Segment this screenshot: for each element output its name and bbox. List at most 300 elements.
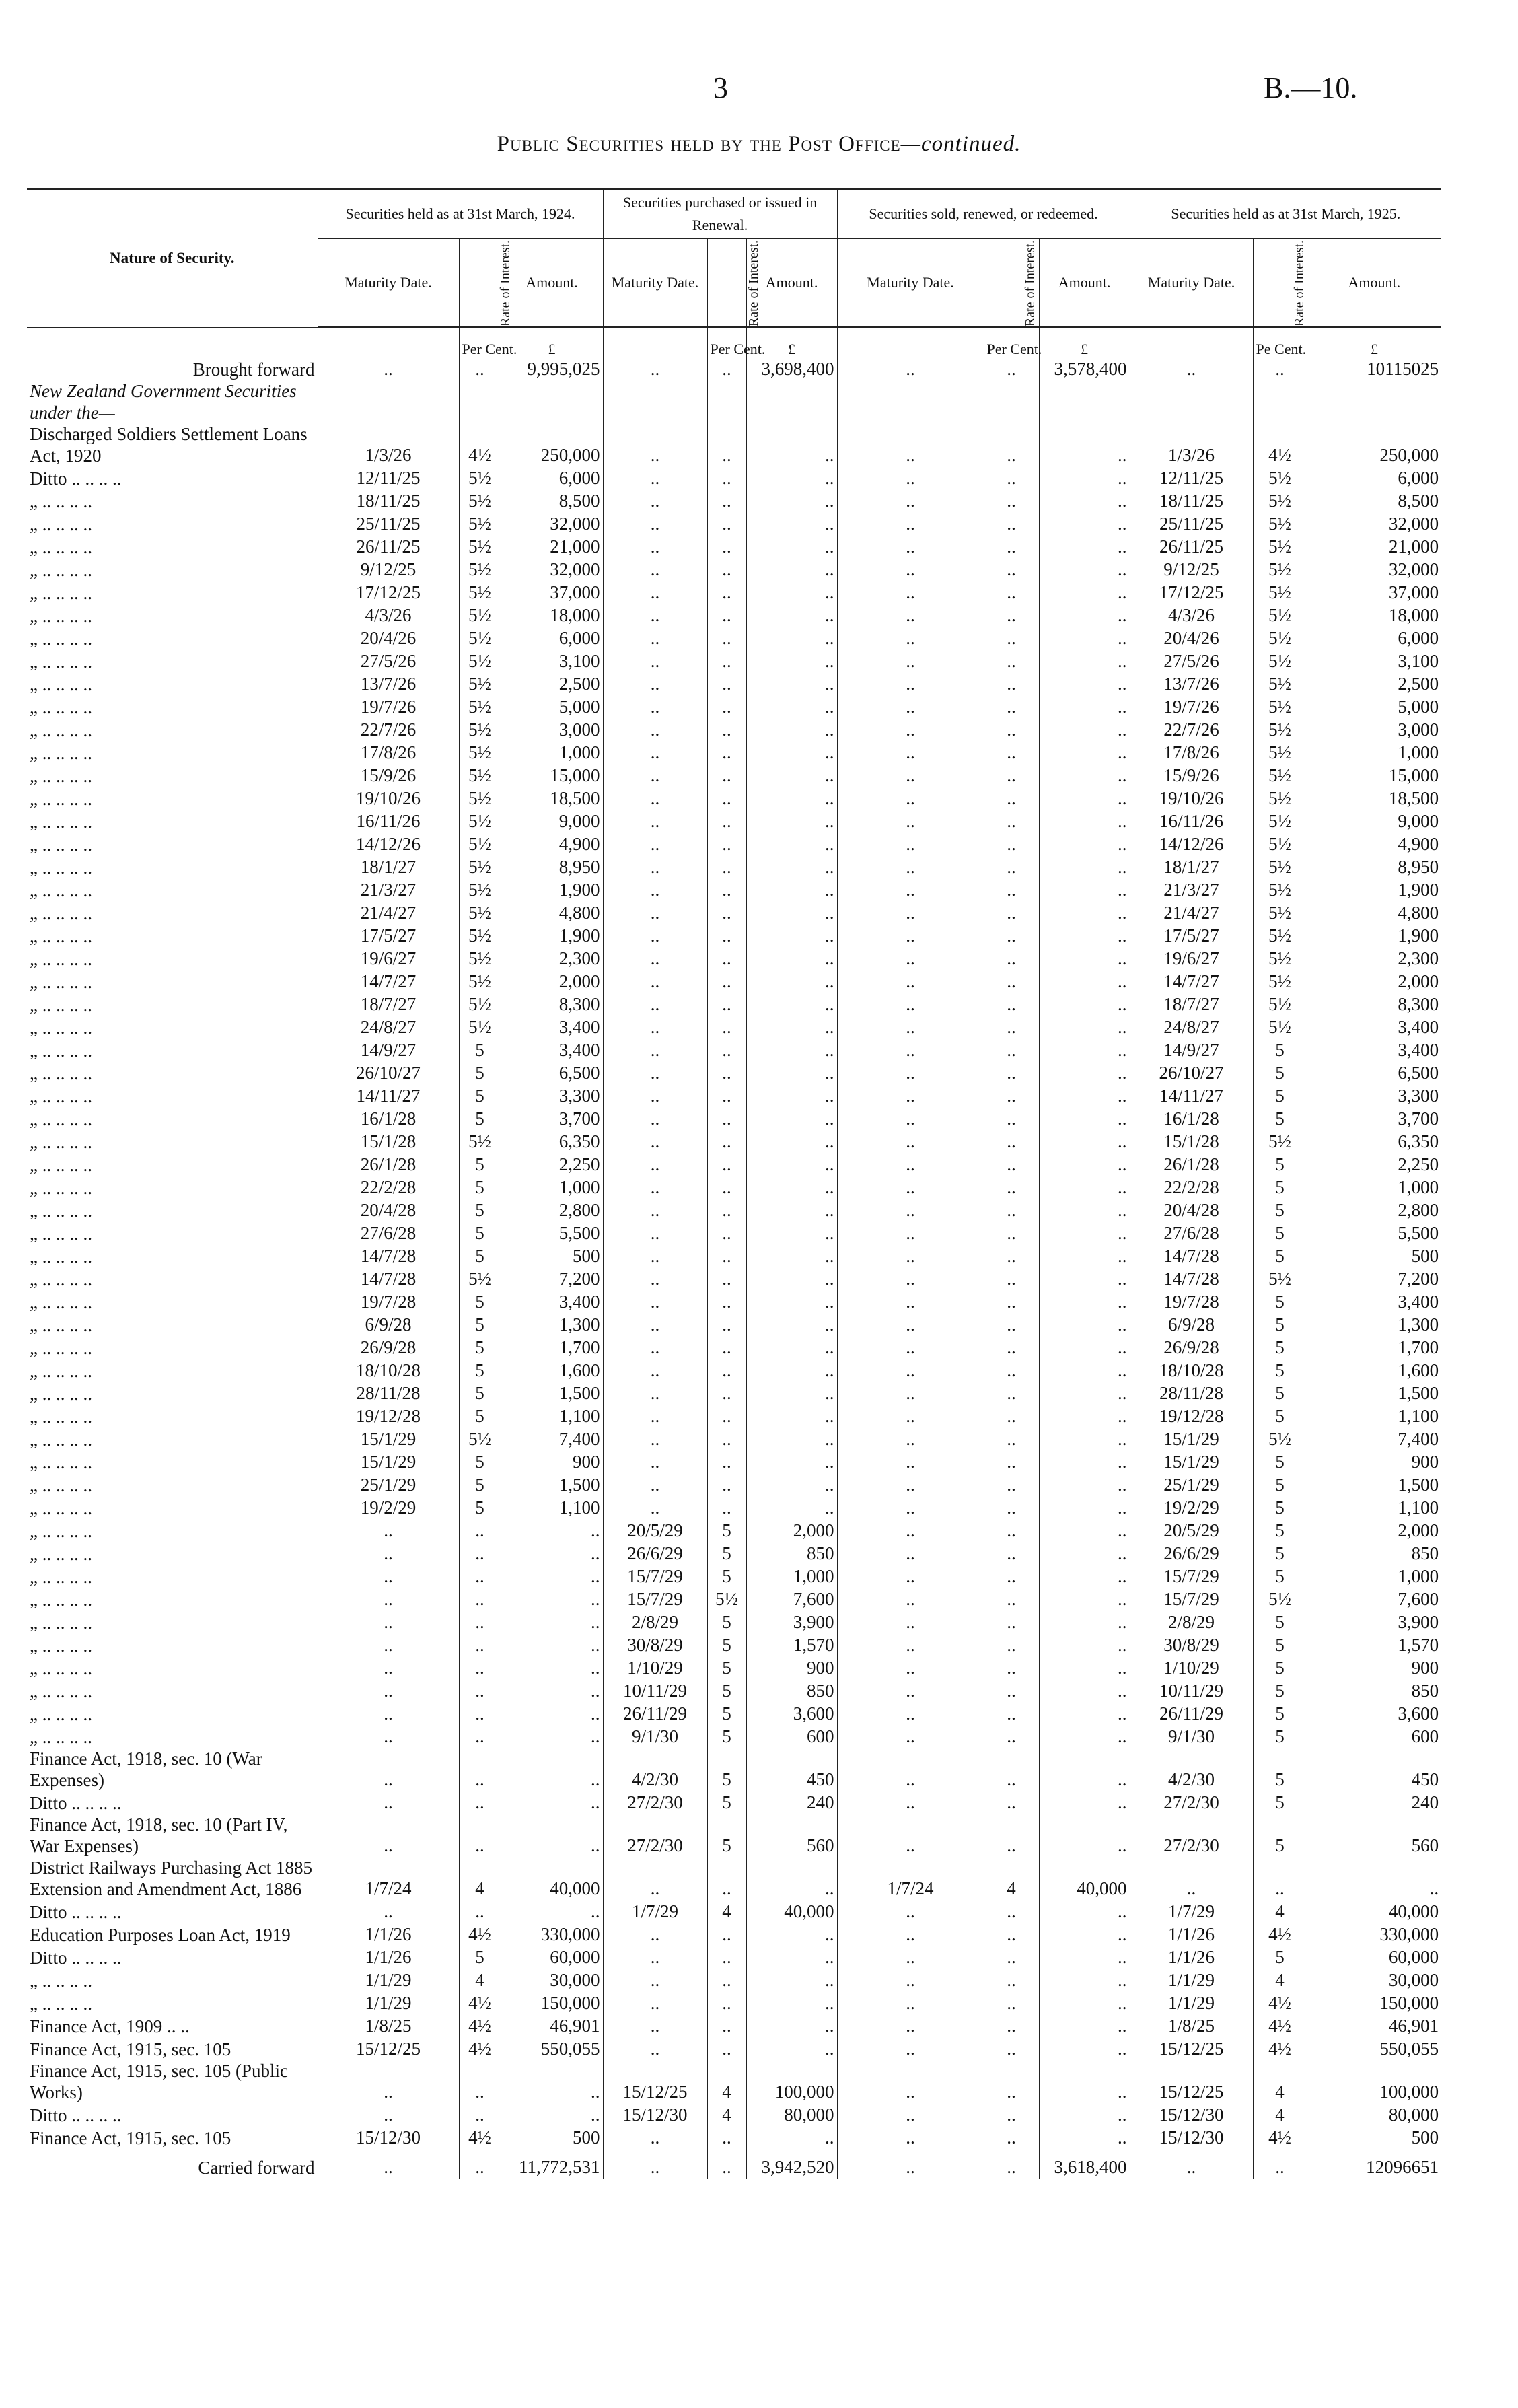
amount-cell: 4,800: [501, 901, 603, 924]
amount-cell: 3,942,520: [746, 2149, 837, 2179]
amount-cell: ..: [746, 466, 837, 489]
rate-cell: 5: [1253, 1336, 1307, 1359]
rate-cell: 4½: [1253, 423, 1307, 466]
rate-cell: 5: [1253, 1313, 1307, 1336]
rate-cell: ..: [707, 1359, 746, 1382]
amount-cell: 3,600: [746, 1702, 837, 1725]
rate-cell: ..: [984, 672, 1039, 695]
rate-cell: ..: [984, 1107, 1039, 1130]
amount-cell: 2,500: [1307, 672, 1441, 695]
rate-cell: 4½: [1253, 2126, 1307, 2149]
rate-cell: ..: [984, 627, 1039, 649]
table-row: [27, 1450, 1441, 1473]
table-row: [27, 1382, 1441, 1405]
amount-cell: ..: [501, 1656, 603, 1679]
rate-cell: ..: [984, 764, 1039, 787]
rate-cell: 5½: [1253, 1267, 1307, 1290]
maturity-date-cell: 26/10/27: [318, 1061, 459, 1084]
amount-cell: ..: [501, 1725, 603, 1748]
maturity-date-cell: 20/5/29: [1130, 1519, 1253, 1542]
table-row: [27, 1016, 1441, 1038]
rate-cell: 5½: [459, 924, 501, 947]
amount-cell: 1,700: [501, 1336, 603, 1359]
maturity-date-cell: 1/7/24: [318, 1857, 459, 1900]
table-row: [27, 764, 1441, 787]
rate-cell: 5½: [1253, 1427, 1307, 1450]
amount-cell: 60,000: [1307, 1946, 1441, 1969]
amount-cell: ..: [1039, 489, 1130, 512]
rate-cell: ..: [984, 535, 1039, 558]
maturity-date-cell: 14/9/27: [1130, 1038, 1253, 1061]
rate-cell: 5½: [1253, 558, 1307, 581]
rate-cell: ..: [984, 489, 1039, 512]
table-row: [27, 604, 1441, 627]
rate-cell: 4½: [459, 1991, 501, 2014]
maturity-date-cell: 17/12/25: [1130, 581, 1253, 604]
rate-cell: 5: [459, 1038, 501, 1061]
rate-cell: ..: [707, 1405, 746, 1427]
maturity-date-cell: 10/11/29: [1130, 1679, 1253, 1702]
maturity-date-cell: ..: [837, 1725, 984, 1748]
rate-header: Rate of Interest.: [984, 239, 1039, 328]
maturity-date-cell: 2/8/29: [603, 1610, 707, 1633]
rate-cell: 5½: [459, 649, 501, 672]
securities-table: [27, 188, 1441, 2179]
amount-cell: 1,900: [1307, 878, 1441, 901]
maturity-date-cell: 15/12/30: [603, 2103, 707, 2126]
rate-cell: ..: [707, 512, 746, 535]
rate-cell: 5: [459, 1221, 501, 1244]
maturity-date-cell: ..: [603, 2149, 707, 2179]
maturity-date-cell: ..: [837, 1900, 984, 1923]
rate-cell: 5½: [1253, 512, 1307, 535]
security-name: Finance Act, 1915, sec. 105: [30, 2128, 231, 2148]
maturity-date-cell: ..: [837, 558, 984, 581]
amount-cell: 1,300: [1307, 1313, 1441, 1336]
amount-cell: ..: [501, 1588, 603, 1610]
table-row: [27, 1313, 1441, 1336]
table-row: [27, 1791, 1441, 1814]
table-row: [27, 1969, 1441, 1991]
table-row: [27, 1725, 1441, 1748]
security-name: Finance Act, 1915, sec. 105 (Public Works): [30, 2061, 288, 2102]
rate-cell: ..: [984, 695, 1039, 718]
amount-cell: ..: [746, 672, 837, 695]
amount-cell: ..: [1039, 1923, 1130, 1946]
amount-cell: ..: [746, 604, 837, 627]
security-name: „ .. .. .. ..: [30, 514, 92, 534]
maturity-date-cell: ..: [603, 1857, 707, 1900]
amount-cell: 9,995,025: [501, 357, 603, 380]
maturity-date-cell: 4/3/26: [1130, 604, 1253, 627]
maturity-date-cell: ..: [837, 1016, 984, 1038]
rate-cell: ..: [984, 1633, 1039, 1656]
rate-cell: 5: [1253, 1153, 1307, 1176]
rate-cell: ..: [984, 1427, 1039, 1450]
amount-cell: 850: [1307, 1542, 1441, 1565]
maturity-date-cell: ..: [837, 1450, 984, 1473]
rate-cell: ..: [707, 1946, 746, 1969]
amount-cell: ..: [746, 1427, 837, 1450]
rate-cell: ..: [459, 2149, 501, 2179]
rate-cell: ..: [984, 1900, 1039, 1923]
security-name: „ .. .. .. ..: [30, 903, 92, 923]
maturity-date-cell: 26/11/29: [1130, 1702, 1253, 1725]
amount-cell: ..: [1039, 1969, 1130, 1991]
maturity-date-cell: ..: [318, 1633, 459, 1656]
group-held-1925-header: Securities held as at 31st March, 1925.: [1130, 189, 1441, 239]
rate-cell: 4½: [459, 1923, 501, 1946]
maturity-date-cell: 19/7/28: [1130, 1290, 1253, 1313]
maturity-date-cell: 2/8/29: [1130, 1610, 1253, 1633]
rate-cell: 5½: [459, 970, 501, 993]
amount-cell: ..: [501, 1900, 603, 1923]
rate-cell: 5½: [1253, 1588, 1307, 1610]
table-row: [27, 1427, 1441, 1450]
rate-cell: ..: [984, 1725, 1039, 1748]
rate-cell: [1253, 380, 1307, 423]
security-name: „ .. .. .. ..: [30, 1315, 92, 1335]
maturity-date-cell: ..: [603, 1244, 707, 1267]
maturity-date-cell: 17/5/27: [1130, 924, 1253, 947]
rate-cell: 5½: [459, 558, 501, 581]
maturity-date-cell: ..: [837, 1382, 984, 1405]
amount-cell: 3,000: [1307, 718, 1441, 741]
maturity-date-cell: ..: [837, 672, 984, 695]
security-name: „ .. .. .. ..: [30, 606, 92, 626]
rate-cell: 4: [459, 1969, 501, 1991]
maturity-date-cell: 18/1/27: [318, 855, 459, 878]
rate-cell: ..: [707, 1496, 746, 1519]
maturity-date-cell: 24/8/27: [1130, 1016, 1253, 1038]
amount-cell: 30,000: [1307, 1969, 1441, 1991]
rate-cell: 5: [459, 1336, 501, 1359]
table-row: [27, 924, 1441, 947]
rate-cell: ..: [984, 924, 1039, 947]
amount-cell: 7,400: [1307, 1427, 1441, 1450]
security-name: „ .. .. .. ..: [30, 1498, 92, 1518]
security-name: „ .. .. .. ..: [30, 1971, 92, 1991]
table-row: [27, 380, 1441, 423]
rate-cell: 5½: [1253, 695, 1307, 718]
rate-cell: 5½: [1253, 878, 1307, 901]
maturity-date-cell: ..: [603, 1450, 707, 1473]
table-row: [27, 1199, 1441, 1221]
rate-cell: ..: [707, 604, 746, 627]
amount-cell: 7,600: [1307, 1588, 1441, 1610]
table-row: [27, 489, 1441, 512]
rate-cell: ..: [707, 1427, 746, 1450]
table-row: [27, 423, 1441, 466]
maturity-date-cell: ..: [837, 1679, 984, 1702]
rate-cell: ..: [707, 833, 746, 855]
table-row: [27, 2126, 1441, 2149]
security-name: „ .. .. .. ..: [30, 1407, 92, 1427]
amount-cell: 3,700: [501, 1107, 603, 1130]
amount-cell: ..: [746, 764, 837, 787]
security-name: „ .. .. .. ..: [30, 1681, 92, 1701]
rate-cell: ..: [707, 535, 746, 558]
maturity-date-cell: 16/1/28: [318, 1107, 459, 1130]
security-name: Finance Act, 1918, sec. 10 (Part IV, War Expenses): [30, 1814, 288, 1856]
security-name: „ .. .. .. ..: [30, 1201, 92, 1221]
maturity-date-cell: ..: [837, 627, 984, 649]
amount-cell: ..: [1039, 764, 1130, 787]
rate-cell: ..: [707, 1084, 746, 1107]
security-name: Ditto .. .. .. ..: [30, 2105, 122, 2125]
maturity-date-cell: ..: [603, 535, 707, 558]
amount-cell: ..: [746, 1061, 837, 1084]
amount-cell: ..: [501, 1679, 603, 1702]
amount-cell: ..: [746, 1130, 837, 1153]
rate-cell: 4½: [1253, 1991, 1307, 2014]
table-row: [27, 1633, 1441, 1656]
amount-cell: ..: [1039, 1176, 1130, 1199]
security-name: „ .. .. .. ..: [30, 1993, 92, 2014]
table-row: [27, 1084, 1441, 1107]
maturity-date-cell: ..: [318, 1791, 459, 1814]
maturity-date-cell: ..: [837, 466, 984, 489]
rate-cell: 5: [1253, 1633, 1307, 1656]
rate-cell: 5: [459, 1199, 501, 1221]
maturity-date-cell: 20/4/28: [1130, 1199, 1253, 1221]
rate-cell: ..: [984, 1519, 1039, 1542]
amount-cell: 32,000: [1307, 558, 1441, 581]
maturity-date-header: Maturity Date.: [837, 239, 984, 328]
maturity-date-cell: ..: [318, 1542, 459, 1565]
maturity-date-cell: ..: [837, 1107, 984, 1130]
maturity-date-cell: 19/10/26: [318, 787, 459, 810]
maturity-date-cell: 27/2/30: [1130, 1814, 1253, 1857]
maturity-date-cell: 20/4/26: [1130, 627, 1253, 649]
rate-cell: 5: [459, 1153, 501, 1176]
maturity-date-cell: ..: [603, 1359, 707, 1382]
security-name: „ .. .. .. ..: [30, 1613, 92, 1633]
amount-cell: 2,000: [501, 970, 603, 993]
amount-cell: 550,055: [501, 2037, 603, 2060]
maturity-date-cell: 26/11/29: [603, 1702, 707, 1725]
maturity-date-header: Maturity Date.: [603, 239, 707, 328]
amount-cell: 250,000: [1307, 423, 1441, 466]
security-name: „ .. .. .. ..: [30, 1475, 92, 1495]
amount-cell: 8,500: [1307, 489, 1441, 512]
maturity-date-cell: 16/1/28: [1130, 1107, 1253, 1130]
amount-cell: 1,000: [1307, 741, 1441, 764]
rate-cell: 5: [459, 1450, 501, 1473]
amount-cell: ..: [1039, 1791, 1130, 1814]
rate-cell: ..: [707, 672, 746, 695]
maturity-date-cell: 9/1/30: [1130, 1725, 1253, 1748]
maturity-date-cell: ..: [603, 1427, 707, 1450]
table-row: [27, 1542, 1441, 1565]
security-name: „ .. .. .. ..: [30, 1590, 92, 1610]
amount-cell: ..: [1039, 1496, 1130, 1519]
maturity-date-cell: 1/1/26: [1130, 1946, 1253, 1969]
rate-cell: ..: [459, 1900, 501, 1923]
maturity-date-cell: 1/3/26: [318, 423, 459, 466]
maturity-date-cell: ..: [603, 357, 707, 380]
amount-cell: 5,500: [501, 1221, 603, 1244]
rate-cell: 4½: [1253, 1923, 1307, 1946]
table-row: [27, 2103, 1441, 2126]
rate-cell: 5½: [1253, 466, 1307, 489]
rate-cell: ..: [984, 1473, 1039, 1496]
rate-cell: ..: [984, 1313, 1039, 1336]
amount-cell: 37,000: [1307, 581, 1441, 604]
amount-cell: ..: [746, 558, 837, 581]
maturity-date-cell: ..: [603, 833, 707, 855]
amount-cell: 21,000: [1307, 535, 1441, 558]
amount-cell: ..: [1039, 1900, 1130, 1923]
rate-cell: 5½: [459, 993, 501, 1016]
maturity-date-cell: 1/10/29: [603, 1656, 707, 1679]
maturity-date-cell: ..: [837, 581, 984, 604]
maturity-date-cell: 15/7/29: [603, 1588, 707, 1610]
rate-cell: 5½: [1253, 1130, 1307, 1153]
rate-cell: 5½: [459, 855, 501, 878]
amount-cell: 3,900: [746, 1610, 837, 1633]
amount-cell: ..: [501, 1519, 603, 1542]
amount-cell: 1,900: [501, 924, 603, 947]
amount-cell: 1,100: [1307, 1496, 1441, 1519]
maturity-date-cell: ..: [318, 2060, 459, 2103]
rate-cell: 5½: [459, 1130, 501, 1153]
maturity-date-cell: ..: [603, 787, 707, 810]
security-name: „ .. .. .. ..: [30, 674, 92, 695]
maturity-date-cell: 14/11/27: [318, 1084, 459, 1107]
maturity-date-cell: 26/11/25: [1130, 535, 1253, 558]
rate-cell: ..: [984, 947, 1039, 970]
rate-cell: 5: [1253, 1748, 1307, 1791]
maturity-date-cell: ..: [837, 1588, 984, 1610]
rate-cell: [707, 380, 746, 423]
maturity-date-cell: 15/12/25: [1130, 2060, 1253, 2103]
security-name: „ .. .. .. ..: [30, 1246, 92, 1267]
rate-cell: ..: [707, 1153, 746, 1176]
security-name: „ .. .. .. ..: [30, 1018, 92, 1038]
amount-cell: ..: [746, 1290, 837, 1313]
amount-cell: 46,901: [1307, 2014, 1441, 2037]
maturity-date-cell: ..: [603, 2126, 707, 2149]
rate-cell: 5: [1253, 1450, 1307, 1473]
security-name: „ .. .. .. ..: [30, 743, 92, 763]
maturity-date-cell: 15/7/29: [1130, 1565, 1253, 1588]
per-cent-label: Per Cent.: [707, 327, 746, 357]
amount-cell: ..: [1039, 1542, 1130, 1565]
rate-cell: 5½: [1253, 1016, 1307, 1038]
rate-cell: ..: [984, 1588, 1039, 1610]
maturity-date-cell: 25/1/29: [1130, 1473, 1253, 1496]
amount-cell: 4,900: [501, 833, 603, 855]
amount-header: Amount.: [746, 239, 837, 328]
maturity-date-cell: 18/7/27: [318, 993, 459, 1016]
amount-cell: 100,000: [746, 2060, 837, 2103]
rate-cell: ..: [459, 357, 501, 380]
rate-cell: ..: [984, 1016, 1039, 1038]
amount-cell: 2,250: [1307, 1153, 1441, 1176]
rate-cell: ..: [984, 1565, 1039, 1588]
rate-cell: 5: [459, 1405, 501, 1427]
maturity-date-cell: 14/7/28: [318, 1244, 459, 1267]
maturity-date-cell: 14/11/27: [1130, 1084, 1253, 1107]
amount-cell: ..: [1039, 1038, 1130, 1061]
maturity-date-cell: 1/1/26: [318, 1923, 459, 1946]
page-title: Public Securities held by the Post Office—continued.: [497, 132, 1021, 156]
maturity-date-cell: ..: [837, 947, 984, 970]
rate-cell: 5: [1253, 1725, 1307, 1748]
amount-cell: 500: [501, 2126, 603, 2149]
rate-cell: ..: [984, 2103, 1039, 2126]
amount-cell: 15,000: [501, 764, 603, 787]
amount-cell: 2,300: [501, 947, 603, 970]
rate-cell: ..: [707, 1336, 746, 1359]
amount-cell: 80,000: [1307, 2103, 1441, 2126]
maturity-date-cell: ..: [837, 855, 984, 878]
table-row: [27, 1359, 1441, 1382]
rate-cell: ..: [707, 947, 746, 970]
rate-cell: ..: [984, 1084, 1039, 1107]
maturity-date-cell: ..: [837, 1946, 984, 1969]
amount-cell: ..: [1039, 1359, 1130, 1382]
amount-cell: ..: [1039, 1588, 1130, 1610]
maturity-date-cell: ..: [837, 1814, 984, 1857]
rate-cell: ..: [984, 878, 1039, 901]
rate-cell: ..: [984, 2060, 1039, 2103]
maturity-date-cell: 1/7/29: [603, 1900, 707, 1923]
maturity-date-cell: ..: [837, 1130, 984, 1153]
security-name: „ .. .. .. ..: [30, 1429, 92, 1450]
table-row: [27, 1702, 1441, 1725]
rate-cell: 5½: [1253, 924, 1307, 947]
amount-cell: 30,000: [501, 1969, 603, 1991]
amount-cell: ..: [1039, 1244, 1130, 1267]
table-row: [27, 1038, 1441, 1061]
table-row: [27, 1290, 1441, 1313]
rate-cell: 5½: [459, 718, 501, 741]
rate-cell: 5½: [459, 512, 501, 535]
table-row: [27, 1565, 1441, 1588]
maturity-date-cell: ..: [603, 1313, 707, 1336]
amount-cell: ..: [1039, 1084, 1130, 1107]
table-row: [27, 1588, 1441, 1610]
maturity-date-cell: ..: [318, 1679, 459, 1702]
table-row: [27, 855, 1441, 878]
table-row: [27, 1405, 1441, 1427]
rate-cell: ..: [707, 1290, 746, 1313]
security-name: „ .. .. .. ..: [30, 857, 92, 878]
maturity-date-cell: ..: [837, 764, 984, 787]
table-row: [27, 1679, 1441, 1702]
rate-cell: 5½: [1253, 649, 1307, 672]
rate-cell: 5½: [459, 489, 501, 512]
rate-cell: 5½: [1253, 672, 1307, 695]
amount-cell: ..: [1039, 924, 1130, 947]
maturity-date-cell: [837, 380, 984, 423]
rate-cell: ..: [459, 1542, 501, 1565]
table-row: [27, 1857, 1441, 1900]
maturity-date-cell: 17/8/26: [1130, 741, 1253, 764]
amount-cell: ..: [1039, 787, 1130, 810]
nature-header: Nature of Security.: [27, 189, 318, 327]
amount-cell: ..: [1039, 1313, 1130, 1336]
amount-cell: ..: [1039, 1153, 1130, 1176]
amount-cell: ..: [746, 512, 837, 535]
maturity-date-cell: ..: [603, 1107, 707, 1130]
amount-cell: 250,000: [501, 423, 603, 466]
rate-cell: 4: [707, 1900, 746, 1923]
security-name: „ .. .. .. ..: [30, 1292, 92, 1312]
rate-cell: 5½: [1253, 489, 1307, 512]
